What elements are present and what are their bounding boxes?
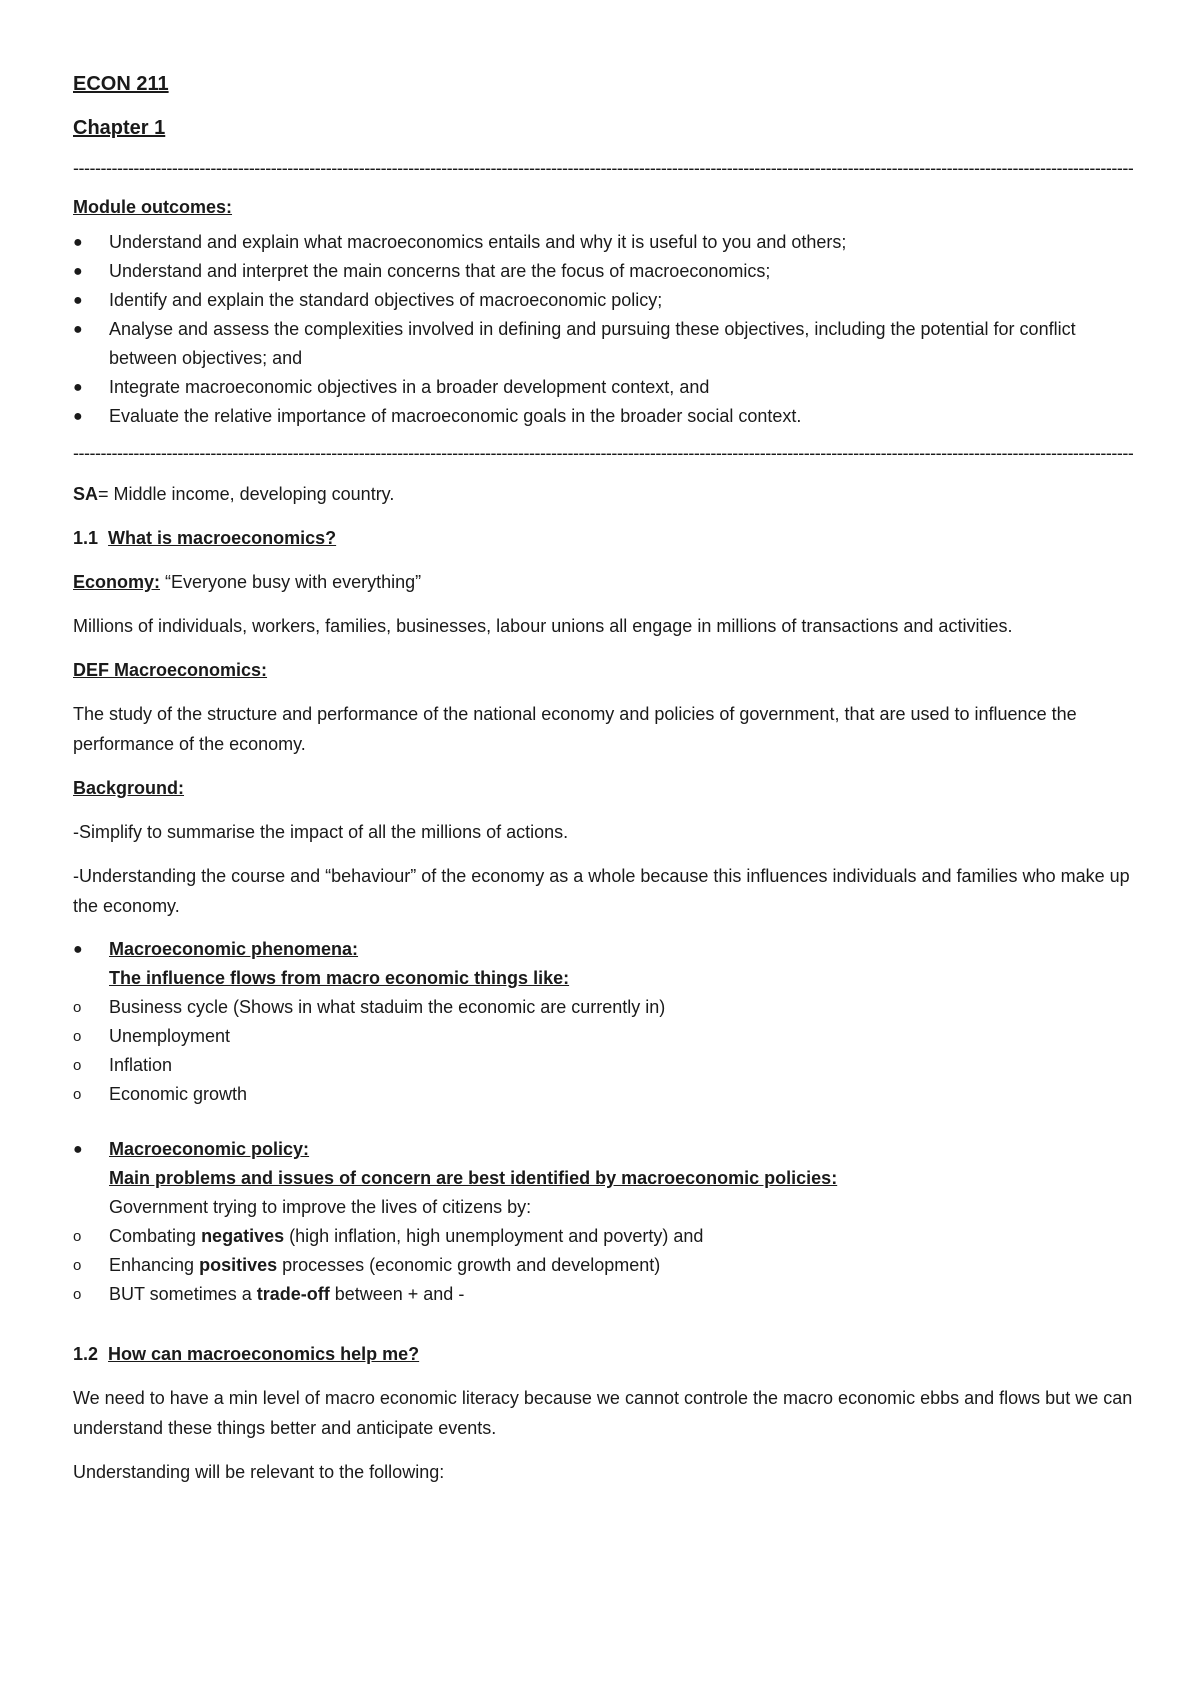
policy-intro: Government trying to improve the lives of citizens by:: [109, 1197, 532, 1217]
bullet-icon: ●: [73, 941, 83, 958]
list-item: ● Analyse and assess the complexities involved in defining and pursuing these objectives, including the potential for conflict between objectives; and: [73, 315, 1133, 373]
bullet-icon: ●: [73, 1141, 83, 1158]
divider-top: -------------------------------------------------------------------------------------------------------------------------------------------------------------------------------------------------: [73, 158, 1133, 178]
circle-bullet-icon: o: [73, 999, 82, 1016]
chapter-title: Chapter 1: [73, 117, 166, 139]
list-item: o Business cycle (Shows in what staduim the economic are currently in): [73, 993, 1133, 1022]
course-title: ECON 211: [73, 73, 169, 95]
def-paragraph: The study of the structure and performance of the national economy and policies of government, that are used to influence the performance of the economy.: [73, 704, 1077, 754]
list-item: ● Understand and explain what macroeconomics entails and why it is useful to you and others;: [73, 228, 1133, 257]
bullet-icon: ●: [73, 321, 83, 338]
list-item: o Combating negatives (high inflation, high unemployment and poverty) and: [73, 1222, 1133, 1251]
section-1-1-heading: 1.1 What is macroeconomics?: [73, 528, 337, 548]
circle-bullet-icon: o: [73, 1028, 82, 1045]
millions-paragraph: Millions of individuals, workers, families, businesses, labour unions all engage in millions of transactions and activities.: [73, 616, 1013, 636]
document-body: [73, 70, 1133, 1487]
policy-title: Macroeconomic policy:: [109, 1139, 310, 1159]
policy-list: [73, 1135, 1133, 1309]
list-item: o Inflation: [73, 1051, 1133, 1080]
bullet-icon: ●: [73, 263, 83, 280]
list-item: o Unemployment: [73, 1022, 1133, 1051]
phenomena-subtitle: The influence flows from macro economic things like:: [109, 968, 570, 988]
list-item: ● Understand and interpret the main concerns that are the focus of macroeconomics;: [73, 257, 1133, 286]
def-heading: DEF Macroeconomics:: [73, 660, 268, 680]
section-1-2-heading: 1.2 How can macroeconomics help me?: [73, 1344, 420, 1364]
policy-subtitle: Main problems and issues of concern are best identified by macroeconomic policies:: [109, 1168, 838, 1188]
sa-line: SA= Middle income, developing country.: [73, 484, 395, 504]
economy-definition: Economy: “Everyone busy with everything”: [73, 572, 422, 592]
circle-bullet-icon: o: [73, 1086, 82, 1103]
list-item: o BUT sometimes a trade-off between + and -: [73, 1280, 1133, 1309]
phenomena-title: Macroeconomic phenomena:: [109, 939, 359, 959]
circle-bullet-icon: o: [73, 1257, 82, 1274]
outcomes-list: [73, 228, 1133, 431]
circle-bullet-icon: o: [73, 1286, 82, 1303]
list-item: o Economic growth: [73, 1080, 1133, 1109]
list-item: ● Evaluate the relative importance of macroeconomic goals in the broader social context.: [73, 402, 1133, 431]
background-line-2: -Understanding the course and “behaviour” of the economy as a whole because this influences individuals and families who make up the economy.: [73, 866, 1130, 916]
list-item: [73, 935, 1133, 993]
literacy-paragraph: We need to have a min level of macro economic literacy because we cannot controle the macro economic ebbs and flows but we can understand these things better and anticipate events.: [73, 1388, 1133, 1438]
outcomes-heading: Module outcomes:: [73, 197, 233, 217]
background-heading: Background:: [73, 778, 185, 798]
list-item: o Enhancing positives processes (economic growth and development): [73, 1251, 1133, 1280]
background-line-1: -Simplify to summarise the impact of all the millions of actions.: [73, 822, 569, 842]
circle-bullet-icon: o: [73, 1228, 82, 1245]
list-item: ● Integrate macroeconomic objectives in a broader development context, and: [73, 373, 1133, 402]
bullet-icon: ●: [73, 234, 83, 251]
list-item: [73, 1135, 1133, 1222]
relevance-line: Understanding will be relevant to the following:: [73, 1462, 445, 1482]
list-item: ● Identify and explain the standard objectives of macroeconomic policy;: [73, 286, 1133, 315]
bullet-icon: ●: [73, 292, 83, 309]
bullet-icon: ●: [73, 379, 83, 396]
circle-bullet-icon: o: [73, 1057, 82, 1074]
divider-bottom: -------------------------------------------------------------------------------------------------------------------------------------------------------------------------------------------------: [73, 443, 1133, 463]
phenomena-list: [73, 935, 1133, 1109]
bullet-icon: ●: [73, 408, 83, 425]
